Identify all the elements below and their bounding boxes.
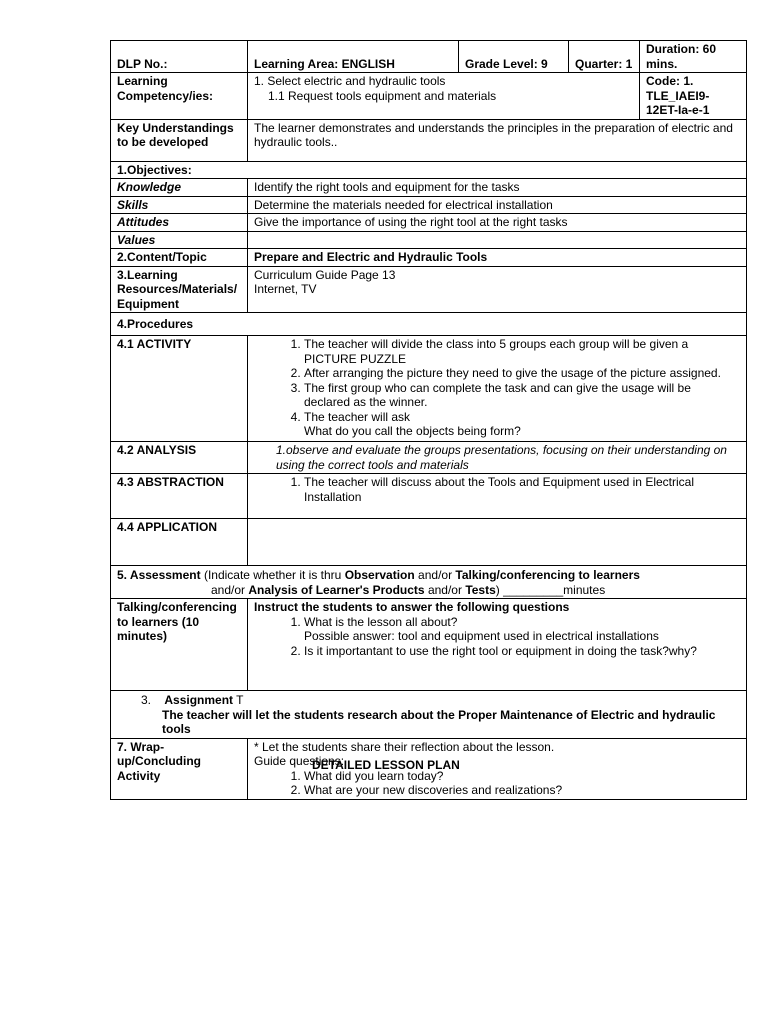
attitudes-text: Give the importance of using the right tool at the right tasks xyxy=(248,214,747,232)
knowledge-text: Identify the right tools and equipment for the tasks xyxy=(248,179,747,197)
document-title-footer: DETAILED LESSON PLAN xyxy=(312,758,460,772)
analysis-row xyxy=(111,442,747,474)
activity-label: 4.1 ACTIVITY xyxy=(111,336,248,442)
assessment-line1 xyxy=(117,568,740,583)
assignment-text: The teacher will let the students research about the Proper Maintenance of Electric and hydraulic tools xyxy=(162,707,716,736)
assessment-instruction: Instruct the students to answer the following questions xyxy=(254,600,570,614)
analysis-label: 4.2 ANALYSIS xyxy=(111,442,248,474)
assessment-question xyxy=(304,615,740,644)
attitudes-label: Attitudes xyxy=(111,214,248,232)
activity-item: 4. The teacher will ask xyxy=(304,410,740,425)
assignment-content xyxy=(111,691,747,739)
competency-line2: 1.1 Request tools equipment and materials xyxy=(268,88,497,103)
resources-label: 3.Learning Resources/Materials/ Equipment xyxy=(111,266,248,313)
lesson-plan-table xyxy=(110,40,747,800)
assessment-t4: and/or xyxy=(424,582,466,597)
activity-list xyxy=(254,337,740,424)
question-1-answer: Possible answer: tool and equipment used in electrical installations xyxy=(304,629,659,643)
activity-item: 1. The teacher will divide the class into 5 groups each group will be given a PICTURE PUZZLE xyxy=(304,337,740,366)
assignment-label: Assignment xyxy=(164,693,234,707)
duration-cell: Duration: 60 mins. xyxy=(640,41,747,73)
assessment-method-row xyxy=(111,599,747,691)
activity-content xyxy=(248,336,747,442)
activity-question: What do you call the objects being form? xyxy=(304,424,521,438)
assessment-t2: and/or xyxy=(414,568,456,582)
skills-label: Skills xyxy=(111,196,248,214)
competency-line1: 1. Select electric and hydraulic tools xyxy=(254,74,446,88)
assessment-analysis: Analysis of Learner's Products xyxy=(248,582,425,597)
activity-item: 3. The first group who can complete the task and can give the usage will be declared as the winner. xyxy=(304,381,740,410)
skills-text: Determine the materials needed for electrical installation xyxy=(248,196,747,214)
wrapup-list xyxy=(254,769,740,798)
competency-label: Learning Competency/ies: xyxy=(111,73,248,120)
assessment-label: 5. Assessment xyxy=(117,568,201,582)
wrapup-label: 7. Wrap-up/Concluding Activity xyxy=(111,738,248,799)
values-row xyxy=(111,231,747,249)
assessment-questions xyxy=(254,615,740,659)
wrapup-line1: * Let the students share their reflection about the lesson. xyxy=(254,739,555,754)
assignment-row xyxy=(111,691,747,739)
question-1-text: What is the lesson all about? xyxy=(304,614,458,629)
competency-text xyxy=(248,73,640,120)
resources-line1: Curriculum Guide Page 13 xyxy=(254,267,396,282)
application-label: 4.4 APPLICATION xyxy=(111,519,248,566)
assessment-row xyxy=(111,566,747,599)
abstraction-row xyxy=(111,474,747,519)
content-row xyxy=(111,249,747,267)
key-understandings-row xyxy=(111,119,747,161)
resources-row xyxy=(111,266,747,313)
header-row xyxy=(111,41,747,73)
dlp-no-cell: DLP No.: xyxy=(111,41,248,73)
knowledge-label: Knowledge xyxy=(111,179,248,197)
procedures-label: 4.Procedures xyxy=(111,313,747,336)
assignment-suffix: T xyxy=(233,693,244,707)
assessment-method-content xyxy=(248,599,747,691)
assessment-tests: Tests xyxy=(465,582,496,597)
resources-line2: Internet, TV xyxy=(254,282,317,296)
assignment-number: 3. xyxy=(141,693,152,707)
quarter-cell: Quarter: 1 xyxy=(569,41,640,73)
competency-code: Code: 1. TLE_IAEI9-12ET-Ia-e-1 xyxy=(640,73,747,120)
application-row xyxy=(111,519,747,566)
assessment-t5: ) _________minutes xyxy=(495,582,606,597)
skills-row xyxy=(111,196,747,214)
analysis-text: 1.observe and evaluate the groups presentations, focusing on their understanding on using the correct tools and materials xyxy=(248,442,747,474)
activity-row xyxy=(111,336,747,442)
assessment-method-label: Talking/conferencing to learners (10 minutes) xyxy=(111,599,248,691)
assessment-talking: Talking/conferencing to learners xyxy=(455,568,640,582)
abstraction-label: 4.3 ABSTRACTION xyxy=(111,474,248,519)
abstraction-content xyxy=(248,474,747,519)
assignment-heading xyxy=(117,693,740,708)
knowledge-row xyxy=(111,179,747,197)
competency-row xyxy=(111,73,747,120)
abstraction-item: 1. The teacher will discuss about the Tools and Equipment used in Electrical Installation xyxy=(304,475,740,504)
wrapup-item: 1. What did you learn today? xyxy=(304,769,740,784)
assessment-line2 xyxy=(117,583,740,598)
objectives-row xyxy=(111,161,747,179)
values-label: Values xyxy=(111,231,248,249)
activity-item: 2. After arranging the picture they need to give the usage of the picture assigned. xyxy=(304,366,740,381)
objectives-label: 1.Objectives: xyxy=(111,161,747,179)
assessment-t3: and/or xyxy=(211,582,249,597)
abstraction-list xyxy=(254,475,740,504)
assessment-text xyxy=(111,566,747,599)
key-understandings-text: The learner demonstrates and understands the principles in the preparation of electric and hydraulic tools.. xyxy=(248,119,747,161)
wrapup-item: 2. What are your new discoveries and realizations? xyxy=(304,783,740,798)
assessment-observation: Observation xyxy=(344,568,415,582)
assessment-question: 2. Is it importantant to use the right tool or equipment in doing the task?why? xyxy=(304,644,740,659)
attitudes-row xyxy=(111,214,747,232)
content-label: 2.Content/Topic xyxy=(111,249,248,267)
key-understandings-label: Key Understandings to be developed xyxy=(111,119,248,161)
values-text xyxy=(248,231,747,249)
assessment-t1: (Indicate whether it is thru xyxy=(200,568,345,582)
content-text: Prepare and Electric and Hydraulic Tools xyxy=(248,249,747,267)
application-content xyxy=(248,519,747,566)
procedures-row xyxy=(111,313,747,336)
grade-level-cell: Grade Level: 9 xyxy=(459,41,569,73)
wrapup-line2: Guide questions: xyxy=(254,754,345,768)
resources-text xyxy=(248,266,747,313)
learning-area-cell: Learning Area: ENGLISH xyxy=(248,41,459,73)
